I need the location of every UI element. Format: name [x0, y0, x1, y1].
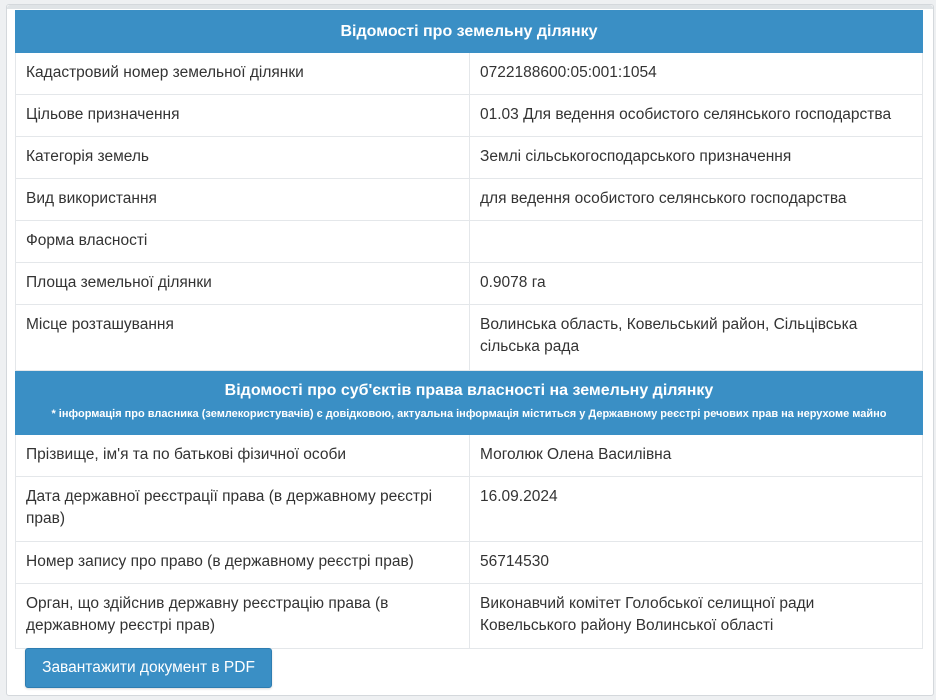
- row-label: Вид використання: [16, 179, 470, 220]
- table-row-usage-type: [15, 179, 923, 221]
- row-label: Категорія земель: [16, 137, 470, 178]
- row-label: Прізвище, ім'я та по батькові фізичної особи: [16, 435, 470, 476]
- owner-section-header: [15, 371, 923, 435]
- row-label: Дата державної реєстрації права (в державному реєстрі прав): [16, 477, 470, 541]
- table-row-owner-name: [15, 435, 923, 477]
- land-section-title: Відомості про земельну ділянку: [340, 23, 598, 40]
- row-value: 56714530: [480, 553, 549, 570]
- row-value: 16.09.2024: [480, 488, 558, 505]
- row-label: Площа земельної ділянки: [16, 263, 470, 304]
- row-value: [470, 221, 922, 262]
- row-label: Форма власності: [16, 221, 470, 262]
- land-info-panel: [6, 4, 934, 696]
- owner-section-title: Відомості про суб'єктів права власності на земельну ділянку: [224, 382, 714, 399]
- row-label: Цільове призначення: [16, 95, 470, 136]
- table-row-land-category: [15, 137, 923, 179]
- land-section-header: [15, 10, 923, 53]
- row-value: для ведення особистого селянського господарства: [480, 190, 847, 207]
- table-row-registration-date: [15, 477, 923, 542]
- table-row-area: [15, 263, 923, 305]
- info-card: [15, 10, 923, 649]
- table-row-record-number: [15, 542, 923, 584]
- row-value: Землі сільськогосподарського призначення: [480, 148, 792, 165]
- row-value: 01.03 Для ведення особистого селянського господарства: [480, 106, 892, 123]
- download-pdf-button[interactable]: Завантажити документ в PDF: [25, 648, 272, 688]
- table-row-purpose: [15, 95, 923, 137]
- table-row-registrar: [15, 584, 923, 649]
- row-value: Волинська область, Ковельський район, Сільцівська сільська рада: [480, 316, 858, 355]
- row-value: 0.9078 га: [480, 274, 546, 291]
- table-row-location: [15, 305, 923, 371]
- row-label: Орган, що здійснив державну реєстрацію права (в державному реєстрі прав): [16, 584, 470, 648]
- table-row-ownership-form: [15, 221, 923, 263]
- table-row-cadastral-number: [15, 53, 923, 95]
- panel-top-border: [7, 5, 933, 9]
- row-value: Виконавчий комітет Голобської селищної ради Ковельського району Волинської області: [480, 595, 815, 634]
- row-label: Номер запису про право (в державному реєстрі прав): [16, 542, 470, 583]
- row-value: 0722188600:05:001:1054: [480, 64, 657, 81]
- owner-section-note: * інформація про власника (землекористувачів) є довідковою, актуальна інформація міститься у Державному реєстрі речових прав на нерухоме майно: [51, 408, 887, 420]
- row-label: Місце розташування: [16, 305, 470, 370]
- row-label: Кадастровий номер земельної ділянки: [16, 53, 470, 94]
- row-value: Моголюк Олена Василівна: [480, 446, 672, 463]
